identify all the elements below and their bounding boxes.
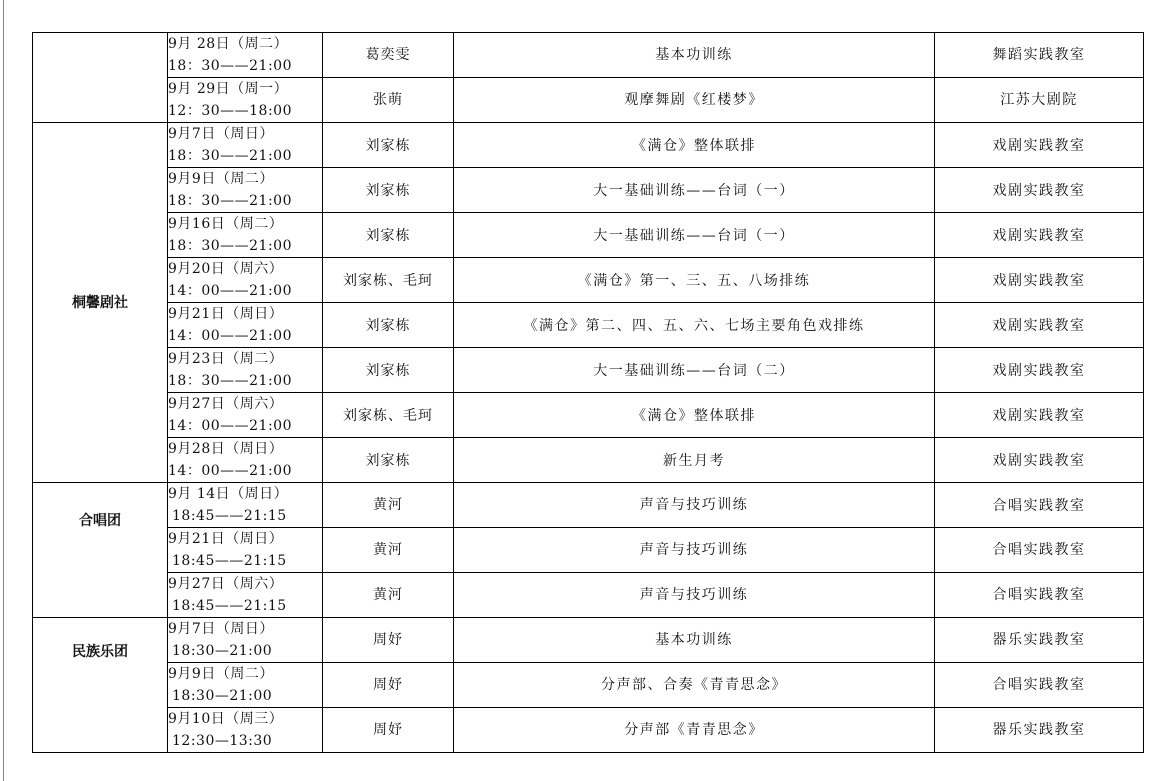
date-cell: 9月21日（周日） 18:45——21:15 bbox=[168, 528, 323, 573]
person-cell: 刘家栋 bbox=[323, 168, 454, 213]
place-cell: 器乐实践教室 bbox=[935, 618, 1144, 663]
content-cell: 《满仓》整体联排 bbox=[454, 393, 935, 438]
schedule-table bbox=[32, 32, 1144, 753]
group-cell: 民族乐团 bbox=[33, 618, 168, 753]
date-cell: 9月 28日（周二） 18：30——21:00 bbox=[168, 33, 323, 78]
date-cell: 9月9日（周二） 18：30——21:00 bbox=[168, 168, 323, 213]
table-row bbox=[33, 348, 1144, 393]
table-row bbox=[33, 78, 1144, 123]
place-cell: 舞蹈实践教室 bbox=[935, 33, 1144, 78]
date-cell: 9月9日（周二） 18:30—21:00 bbox=[168, 663, 323, 708]
person-cell: 周妤 bbox=[323, 708, 454, 753]
table-row bbox=[33, 708, 1144, 753]
table-row bbox=[33, 258, 1144, 303]
page-edge-line bbox=[3, 0, 4, 781]
content-cell: 《满仓》整体联排 bbox=[454, 123, 935, 168]
person-cell: 刘家栋、毛珂 bbox=[323, 258, 454, 303]
content-cell: 《满仓》第一、三、五、八场排练 bbox=[454, 258, 935, 303]
place-cell: 合唱实践教室 bbox=[935, 663, 1144, 708]
group-cell bbox=[33, 33, 168, 123]
content-cell: 声音与技巧训练 bbox=[454, 528, 935, 573]
person-cell: 张萌 bbox=[323, 78, 454, 123]
content-cell: 分声部、合奏《青青思念》 bbox=[454, 663, 935, 708]
table-row bbox=[33, 618, 1144, 663]
group-cell: 合唱团 bbox=[33, 483, 168, 618]
place-cell: 戏剧实践教室 bbox=[935, 438, 1144, 483]
person-cell: 刘家栋 bbox=[323, 348, 454, 393]
group-cell: 桐馨剧社 bbox=[33, 123, 168, 483]
date-cell: 9月7日（周日） 18：30——21:00 bbox=[168, 123, 323, 168]
person-cell: 刘家栋 bbox=[323, 303, 454, 348]
place-cell: 戏剧实践教室 bbox=[935, 303, 1144, 348]
place-cell: 戏剧实践教室 bbox=[935, 213, 1144, 258]
person-cell: 刘家栋 bbox=[323, 123, 454, 168]
table-row bbox=[33, 528, 1144, 573]
table-row bbox=[33, 438, 1144, 483]
content-cell: 基本功训练 bbox=[454, 33, 935, 78]
place-cell: 合唱实践教室 bbox=[935, 528, 1144, 573]
date-cell: 9月23日（周二） 18：30——21:00 bbox=[168, 348, 323, 393]
date-cell: 9月16日（周二） 18：30——21:00 bbox=[168, 213, 323, 258]
person-cell: 葛奕雯 bbox=[323, 33, 454, 78]
content-cell: 声音与技巧训练 bbox=[454, 483, 935, 528]
date-cell: 9月28日（周日） 14：00——21:00 bbox=[168, 438, 323, 483]
date-cell: 9月21日（周日） 14：00——21:00 bbox=[168, 303, 323, 348]
table-row bbox=[33, 573, 1144, 618]
table-row bbox=[33, 663, 1144, 708]
date-cell: 9月 29日（周一） 12：30——18:00 bbox=[168, 78, 323, 123]
person-cell: 刘家栋 bbox=[323, 438, 454, 483]
place-cell: 合唱实践教室 bbox=[935, 573, 1144, 618]
content-cell: 新生月考 bbox=[454, 438, 935, 483]
content-cell: 大一基础训练——台词（一） bbox=[454, 213, 935, 258]
place-cell: 戏剧实践教室 bbox=[935, 258, 1144, 303]
content-cell: 大一基础训练——台词（二） bbox=[454, 348, 935, 393]
table-row bbox=[33, 213, 1144, 258]
place-cell: 江苏大剧院 bbox=[935, 78, 1144, 123]
date-cell: 9月20日（周六） 14：00——21:00 bbox=[168, 258, 323, 303]
place-cell: 戏剧实践教室 bbox=[935, 393, 1144, 438]
content-cell: 《满仓》第二、四、五、六、七场主要角色戏排练 bbox=[454, 303, 935, 348]
person-cell: 黄河 bbox=[323, 528, 454, 573]
person-cell: 周妤 bbox=[323, 618, 454, 663]
content-cell: 大一基础训练——台词（一） bbox=[454, 168, 935, 213]
date-cell: 9月7日（周日） 18:30—21:00 bbox=[168, 618, 323, 663]
content-cell: 声音与技巧训练 bbox=[454, 573, 935, 618]
person-cell: 周妤 bbox=[323, 663, 454, 708]
place-cell: 器乐实践教室 bbox=[935, 708, 1144, 753]
table-row bbox=[33, 483, 1144, 528]
date-cell: 9月10日（周三） 12:30—13:30 bbox=[168, 708, 323, 753]
table-row bbox=[33, 168, 1144, 213]
content-cell: 观摩舞剧《红楼梦》 bbox=[454, 78, 935, 123]
date-cell: 9月 14日（周日） 18:45——21:15 bbox=[168, 483, 323, 528]
person-cell: 刘家栋、毛珂 bbox=[323, 393, 454, 438]
table-row bbox=[33, 33, 1144, 78]
place-cell: 合唱实践教室 bbox=[935, 483, 1144, 528]
person-cell: 黄河 bbox=[323, 573, 454, 618]
place-cell: 戏剧实践教室 bbox=[935, 348, 1144, 393]
content-cell: 分声部《青青思念》 bbox=[454, 708, 935, 753]
table-row bbox=[33, 393, 1144, 438]
table-row bbox=[33, 123, 1144, 168]
person-cell: 黄河 bbox=[323, 483, 454, 528]
date-cell: 9月27日（周六） 18:45——21:15 bbox=[168, 573, 323, 618]
date-cell: 9月27日（周六） 14：00——21:00 bbox=[168, 393, 323, 438]
place-cell: 戏剧实践教室 bbox=[935, 123, 1144, 168]
table-row bbox=[33, 303, 1144, 348]
person-cell: 刘家栋 bbox=[323, 213, 454, 258]
place-cell: 戏剧实践教室 bbox=[935, 168, 1144, 213]
content-cell: 基本功训练 bbox=[454, 618, 935, 663]
